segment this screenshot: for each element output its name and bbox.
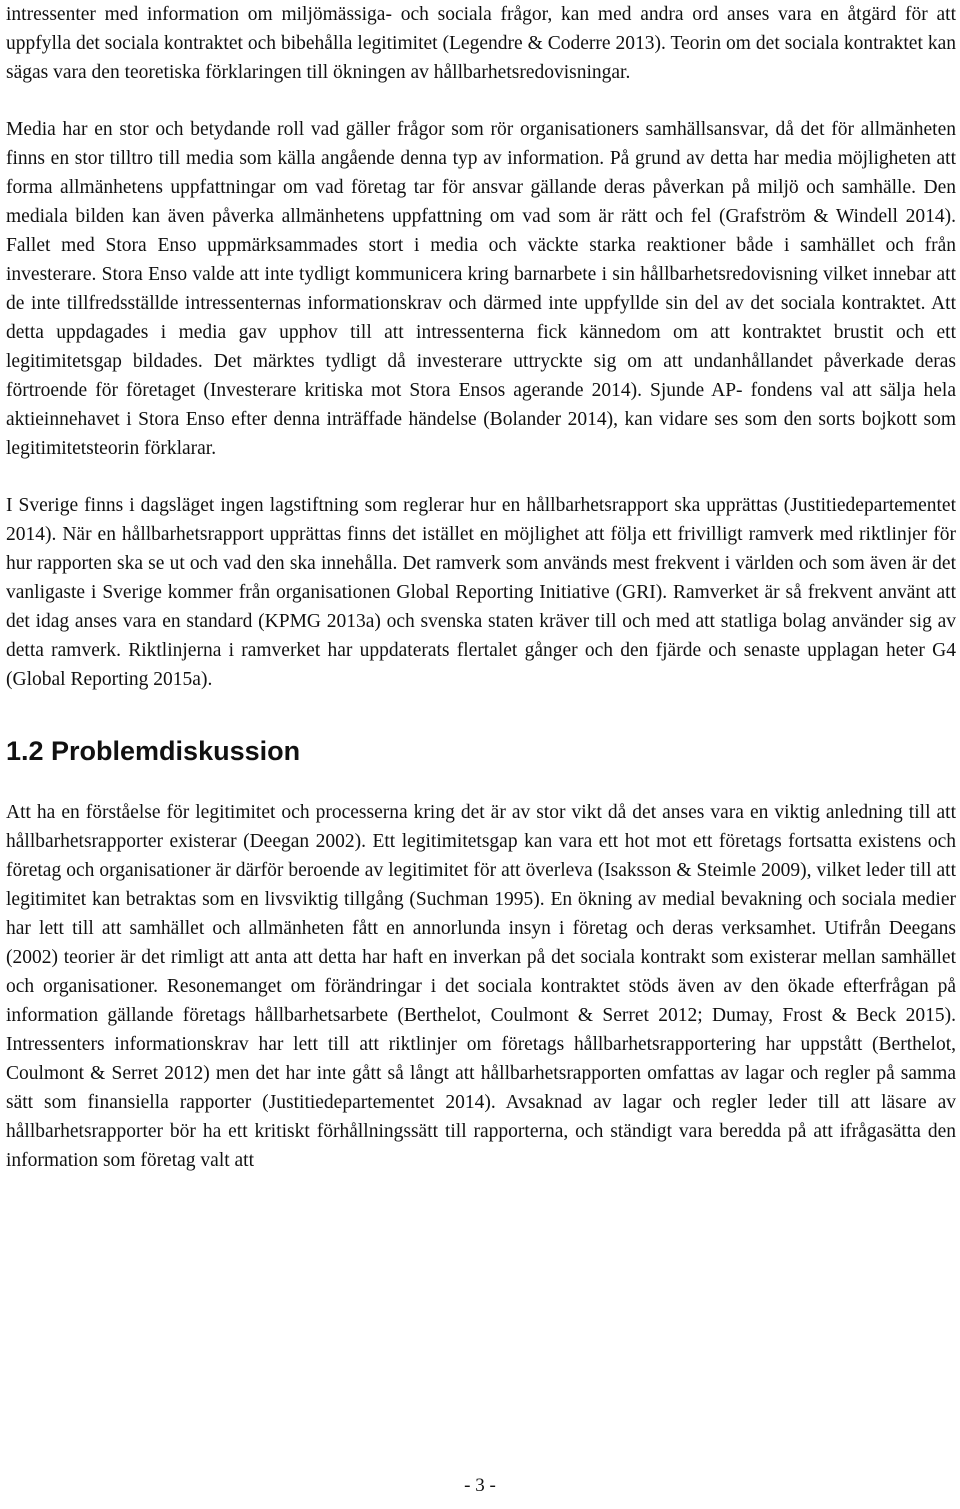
page-body	[6, 0, 956, 1175]
section-heading: 1.2 Problemdiskussion	[6, 736, 301, 766]
page-number: - 3 -	[464, 1475, 496, 1496]
paragraph-intro: intressenter med information om miljömässiga- och sociala frågor, kan med andra ord anses vara en åtgärd för att uppfylla det sociala kontraktet och bibehålla legitimitet (Legendre & Coderre 2013). Teorin om det sociala kontraktet kan sägas vara den teoretiska förklaringen till ökningen av hållbarhetsredovisningar.	[6, 4, 956, 83]
paragraph-sverige: I Sverige finns i dagsläget ingen lagstiftning som reglerar hur en hållbarhetsrapport ska upprättas (Justitiedepartementet 2014). När en hållbarhetsrapport upprättas finns det istället en möjlighet att följa ett frivilligt ramverk med riktlinjer för hur rapporten ska se ut och vad den ska innehålla. Det ramverk som används mest frekvent i världen och som även är det vanligaste i Sverige kommer från organisationen Global Reporting Initiative (GRI). Ramverket är så frekvent använt att det idag anses vara en standard (KPMG 2013a) och svenska staten kräver till och med att statliga bolag använder sig av detta ramverk. Riktlinjerna i ramverket har uppdaterats flertalet gånger och den fjärde och senaste upplagan heter G4 (Global Reporting 2015a).	[6, 495, 956, 690]
paragraph-media: Media har en stor och betydande roll vad gäller frågor som rör organisationers samhällsansvar, då det för allmänheten finns en stor tilltro till media som källa angående denna typ av information. På grund av detta har media möjligheten att forma allmänhetens uppfattningar om vad företag tar för ansvar gällande deras påverkan på miljö och samhälle. Den mediala bilden kan även påverka allmänhetens uppfattning om vad som är rätt och fel (Grafström & Windell 2014). Fallet med Stora Enso uppmärksammades stort i media och väckte starka reaktioner både i samhället och från investerare. Stora Enso valde att inte tydligt kommunicera kring barnarbete i sin hållbarhetsredovisning vilket innebar att de inte tillfredsställde intressenternas informationskrav och därmed inte uppfyllde sin del av det sociala kontraktet. Att detta uppdagades i media gav upphov till att intressenterna fick kännedom om att kontraktet brustit och ett legitimitetsgap bildades. Det märktes tydligt då investerare uttryckte sig om att undanhållandet påverkade deras förtroende för företaget (Investerare kritiska mot Stora Ensos agerande 2014). Sjunde AP- fondens val att sälja hela aktieinnehavet i Stora Enso efter denna inträffade händelse (Bolander 2014), kan vidare ses som den sorts bojkott som legitimitetsteorin förklarar.	[6, 119, 956, 459]
paragraph-problem: Att ha en förståelse för legitimitet och processerna kring det är av stor vikt då det anses vara en viktig anledning till att hållbarhetsrapporter existerar (Deegan 2002). Ett legitimitetsgap kan vara ett hot mot ett företags fortsatta existens och företag och organisationer är därför beroende av legitimitet för att överleva (Isaksson & Steimle 2009), vilket leder till att legitimitet kan betraktas som en livsviktig tillgång (Suchman 1995). En ökning av medial bevakning och sociala medier har lett till att samhället och allmänheten fått en annorlunda insyn i företag och deras verksamhet. Utifrån Deegans (2002) teorier är det rimligt att anta att detta har haft en inverkan på det sociala kontrakt som existerar mellan samhället och organisationer. Resonemanget om förändringar i det sociala kontraktet stöds även av den ökade efterfrågan på information gällande företags hållbarhetsarbete (Berthelot, Coulmont & Serret 2012; Dumay, Frost & Beck 2015). Intressenters informationskrav har lett till att riktlinjer om företags hållbarhetsrapportering har uppstått (Berthelot, Coulmont & Serret 2012) men det har inte gått så långt att hållbarhetsrapporten omfattas av lagar och regler på samma sätt som finansiella rapporter (Justitiedepartementet 2014). Avsaknad av lagar och regler leder till att läsare av hållbarhetsrapporter bör ha ett kritiskt förhållningssätt till rapporterna, och ständigt vara beredda på att ifrågasätta den information som företag valt att	[6, 802, 956, 1171]
